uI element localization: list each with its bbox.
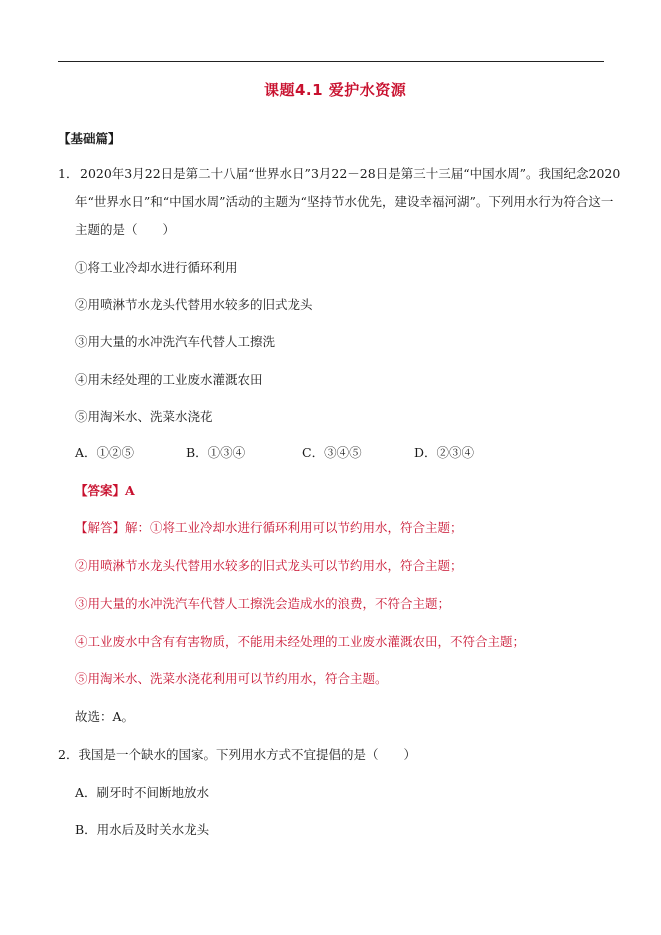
question-1-item-4: ④用未经处理的工业废水灌溉农田 [75,372,263,387]
section-heading: 【基础篇】 [58,131,121,146]
choice-conclusion: 故选：A。 [75,709,135,724]
question-1-item-3: ③用大量的水冲洗汽车代替人工擦洗 [75,334,276,349]
question-1-number: 1． [58,166,79,181]
question-2-option-b: B．用水后及时关水龙头 [75,822,210,837]
question-1-line-1: 2020年3月22日是第二十八届“世界水日”3月22－28日是第三十三届“中国水周”。我国纪念2020 [80,166,621,181]
question-1-option-b: B．①③④ [186,445,246,460]
question-1-option-a: A．①②⑤ [75,445,135,460]
header-rule [58,61,604,62]
analysis-line-4: ④工业废水中含有有害物质，不能用未经处理的工业废水灌溉农田，不符合主题； [75,634,526,649]
question-1-item-1: ①将工业冷却水进行循环利用 [75,260,238,275]
question-1-item-2: ②用喷淋节水龙头代替用水较多的旧式龙头 [75,297,313,312]
question-2-option-a: A．刷牙时不间断地放水 [75,785,210,800]
answer-label: 【答案】A [75,483,135,498]
analysis-line-2: ②用喷淋节水龙头代替用水较多的旧式龙头可以节约用水，符合主题； [75,558,463,573]
analysis-line-1: 【解答】解：①将工业冷却水进行循环利用可以节约用水，符合主题； [75,520,463,535]
analysis-line-3: ③用大量的水冲洗汽车代替人工擦洗会造成水的浪费，不符合主题； [75,596,451,611]
question-2-text: 2．我国是一个缺水的国家。下列用水方式不宜提倡的是（ ） [58,747,416,762]
question-1-item-5: ⑤用淘米水、洗菜水浇花 [75,409,213,424]
question-1-option-d: D．②③④ [414,445,475,460]
question-1-line-2: 年“世界水日”和“中国水周”活动的主题为“坚持节水优先，建设幸福河湖”。下列用水行为符合这一 [75,194,614,209]
question-1-line-3: 主题的是（ ） [75,222,176,237]
question-1-option-c: C．③④⑤ [302,445,362,460]
page-title: 课题4.1 爱护水资源 [264,81,407,99]
analysis-line-5: ⑤用淘米水、洗菜水浇花利用可以节约用水，符合主题。 [75,671,388,686]
